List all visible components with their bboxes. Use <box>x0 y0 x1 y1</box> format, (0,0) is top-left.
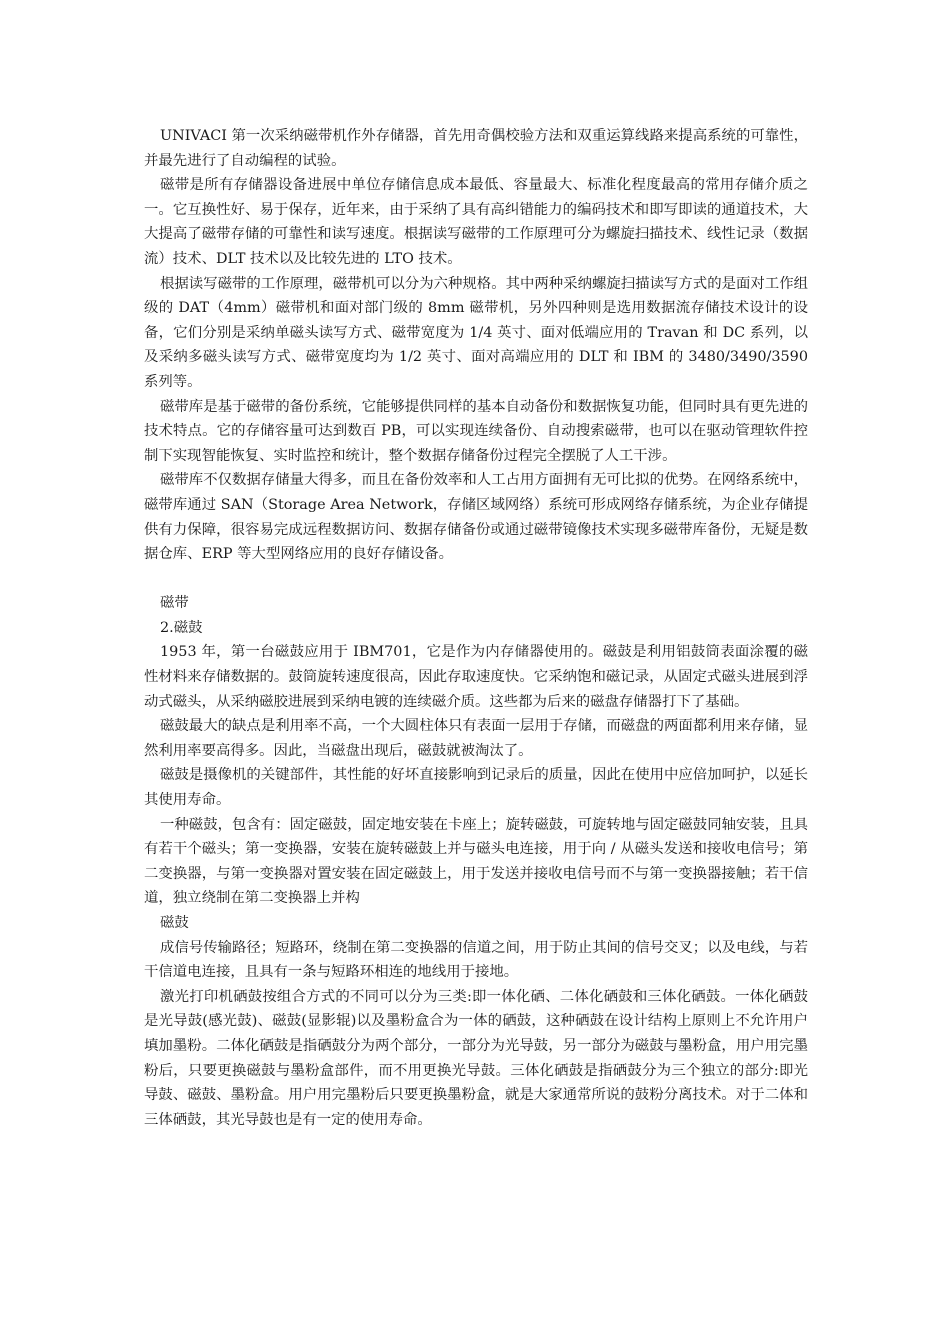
paragraph-drum-patent: 一种磁鼓，包含有：固定磁鼓，固定地安装在卡座上；旋转磁鼓，可旋转地与固定磁鼓同轴安装，且具有若干个磁头；第一变换器，安装在旋转磁鼓上并与磁头电连接，用于向 / 从磁头发送和接收电信号；第二变换器，与第一变换器对置安装在固定磁鼓上，用于发送并接收电信号而不与第一变换器接触；若干信道，独立绕制在第二变换器上并构 <box>144 816 808 907</box>
paragraph-univac: UNIVACI 第一次采纳磁带机作外存储器，首先用奇偶校验方法和双重运算线路来提高系统的可靠性，并最先进行了自动编程的试验。 <box>144 128 808 169</box>
paragraph-tape-library-advantages: 磁带库不仅数据存储量大得多，而且在备份效率和人工占用方面拥有无可比拟的优势。在网络系统中，磁带库通过 SAN（Storage Area Network，存储区域网络）系统可形成网络存储系统，为企业存储提供有力保障，很容易完成远程数据访问、数据存储备份或通过磁带镜像技术实现多磁带库备份，无疑是数据仓库、ERP 等大型网络应用的良好存储设备。 <box>144 472 808 563</box>
paragraph-drum-camera: 磁鼓是摄像机的关键部件，其性能的好坏直接影响到记录后的质量，因此在使用中应倍加呵护，以延长其使用寿命。 <box>144 767 808 809</box>
paragraph-tape-drive-types: 根据读写磁带的工作原理，磁带机可以分为六种规格。其中两种采纳螺旋扫描读写方式的是面对工作组级的 DAT（4mm）磁带机和面对部门级的 8mm 磁带机，另外四种则是选用数据流存储技术设计的设备，它们分别是采纳单磁头读写方式、磁带宽度为 1/4 英寸、面对低端应用的 Travan 和 DC 系列，以及采纳多磁头读写方式、磁带宽度均为 1/2 英寸、面对高端应用的 DLT 和 IBM 的 3480/3490/3590 系列等。 <box>144 275 808 390</box>
heading-tape: 磁带 <box>160 595 189 612</box>
paragraph-drum-drawback: 磁鼓最大的缺点是利用率不高，一个大圆柱体只有表面一层用于存储，而磁盘的两面都利用来存储，显然利用率要高得多。因此，当磁盘出现后，磁鼓就被淘汰了。 <box>144 718 808 759</box>
paragraph-toner-drum: 激光打印机硒鼓按组合方式的不同可以分为三类:即一体化硒、二体化硒鼓和三体化硒鼓。一体化硒鼓是光导鼓(感光鼓)、磁鼓(显影辊)以及墨粉盒合为一体的硒鼓，这种硒鼓在设计结构上原则上不允许用户填加墨粉。二体化硒鼓是指硒鼓分为两个部分，一部分为光导鼓，另一部分为磁鼓与墨粉盒，用户用完墨粉后，只要更换磁鼓与墨粉盒部件，而不用更换光导鼓。三体化硒鼓是指硒鼓分为三个独立的部分:即光导鼓、磁鼓、墨粉盒。用户用完墨粉后只要更换墨粉盒，就是大家通常所说的鼓粉分离技术。对于二体和三体硒鼓，其光导鼓也是有一定的使用寿命。 <box>144 988 808 1128</box>
paragraph-tape-library: 磁带库是基于磁带的备份系统，它能够提供同样的基本自动备份和数据恢复功能，但同时具有更先进的技术特点。它的存储容量可达到数百 PB，可以实现连续备份、自动搜索磁带，也可以在驱动管理软件控制下实现智能恢复、实时监控和统计，整个数据存储备份过程完全摆脱了人工干涉。 <box>144 398 808 464</box>
heading-drum: 2.磁鼓 <box>160 619 203 636</box>
heading-drum-2: 磁鼓 <box>160 915 189 931</box>
paragraph-spacer <box>144 567 808 592</box>
paragraph-tape-overview: 磁带是所有存储器设备进展中单位存储信息成本最低、容量最大、标准化程度最高的常用存储介质之一。它互换性好、易于保存，近年来，由于采纳了具有高纠错能力的编码技术和即写即读的通道技术，大大提高了磁带存储的可靠性和读写速度。根据读写磁带的工作原理可分为螺旋扫描技术、线性记录（数据流）技术、DLT 技术以及比较先进的 LTO 技术。 <box>144 177 808 267</box>
paragraph-drum-history: 1953 年，第一台磁鼓应用于 IBM701，它是作为内存储器使用的。磁鼓是利用铝鼓筒表面涂覆的磁性材料来存储数据的。鼓筒旋转速度很高，因此存取速度快。它采纳饱和磁记录，从固定式磁头进展到浮动式磁头，从采纳磁胶进展到采纳电镀的连续磁介质。这些都为后来的磁盘存储器打下了基础。 <box>144 644 808 710</box>
document-body <box>144 124 808 1132</box>
paragraph-drum-patent-cont: 成信号传输路径；短路环，绕制在第二变换器的信道之间，用于防止其间的信号交叉；以及电线，与若干信道电连接，且具有一条与短路环相连的地线用于接地。 <box>144 939 808 981</box>
